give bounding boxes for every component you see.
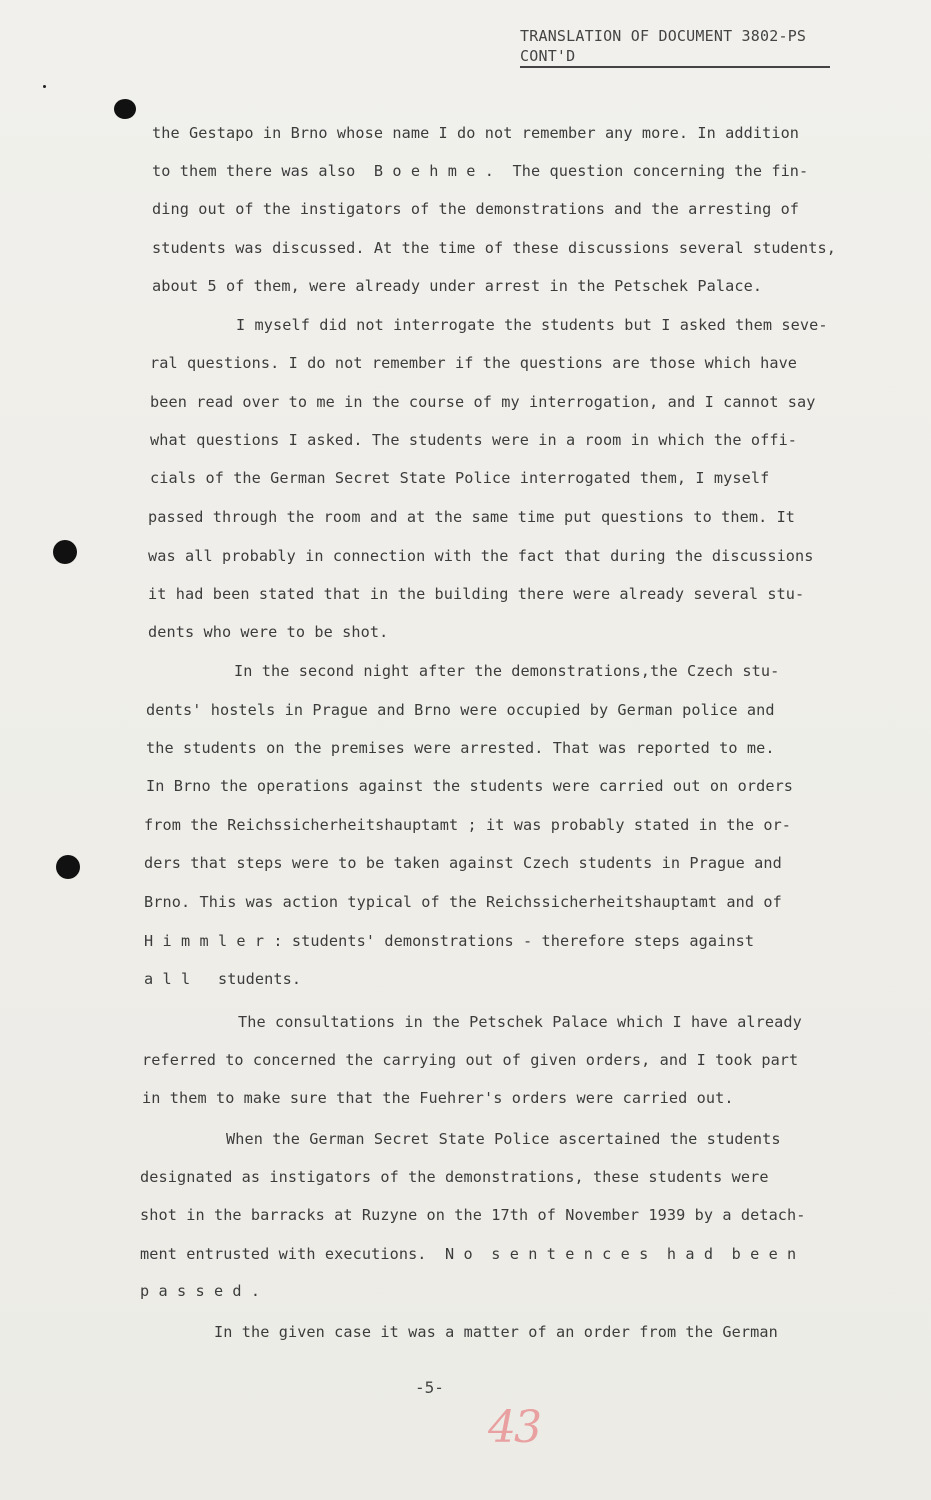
- text-line: students was discussed. At the time of these discussions several students,: [152, 239, 837, 257]
- punch-hole-icon: [114, 99, 136, 119]
- header-underline: [520, 66, 830, 68]
- text-line: to them there was also B o e h m e . The question concerning the fin-: [152, 162, 809, 180]
- ink-speck: [43, 85, 46, 88]
- text-line: In the second night after the demonstrations,the Czech stu-: [234, 662, 780, 680]
- text-line: ding out of the instigators of the demonstrations and the arresting of: [152, 200, 800, 218]
- text-line: what questions I asked. The students were in a room in which the offi-: [150, 431, 798, 449]
- text-line: In Brno the operations against the students were carried out on orders: [146, 777, 794, 795]
- header-title: TRANSLATION OF DOCUMENT 3802-PS: [520, 27, 807, 45]
- text-line: p a s s e d .: [140, 1282, 261, 1300]
- text-line: a l l students.: [144, 970, 302, 988]
- text-line: designated as instigators of the demonstrations, these students were: [140, 1168, 769, 1186]
- text-line: about 5 of them, were already under arrest in the Petschek Palace.: [152, 277, 763, 295]
- text-line: In the given case it was a matter of an order from the German: [214, 1323, 778, 1341]
- text-line: ders that steps were to be taken against Czech students in Prague and: [144, 854, 782, 872]
- document-header: [520, 26, 806, 66]
- text-line: the students on the premises were arrested. That was reported to me.: [146, 739, 775, 757]
- text-line: referred to concerned the carrying out of given orders, and I took part: [142, 1051, 799, 1069]
- text-line: it had been stated that in the building there were already several stu-: [148, 585, 805, 603]
- text-line: ment entrusted with executions. N o s e n t e n c e s h a d b e e n: [140, 1245, 797, 1263]
- punch-hole-icon: [53, 540, 77, 564]
- text-line: The consultations in the Petschek Palace which I have already: [238, 1013, 802, 1031]
- text-line: cials of the German Secret State Police interrogated them, I myself: [150, 469, 770, 487]
- text-line: in them to make sure that the Fuehrer's orders were carried out.: [142, 1089, 734, 1107]
- punch-hole-icon: [56, 855, 80, 879]
- text-line: was all probably in connection with the fact that during the discussions: [148, 547, 814, 565]
- text-line: When the German Secret State Police ascertained the students: [226, 1130, 781, 1148]
- text-line: shot in the barracks at Ruzyne on the 17th of November 1939 by a detach-: [140, 1206, 806, 1224]
- text-line: I myself did not interrogate the students but I asked them seve-: [236, 316, 828, 334]
- handwritten-page-stamp: 43: [488, 1402, 540, 1453]
- text-line: from the Reichssicherheitshauptamt ; it was probably stated in the or-: [144, 816, 792, 834]
- page-number: -5-: [415, 1378, 444, 1397]
- text-line: passed through the room and at the same time put questions to them. It: [148, 508, 796, 526]
- text-line: Brno. This was action typical of the Reichssicherheitshauptamt and of: [144, 893, 782, 911]
- text-line: been read over to me in the course of my interrogation, and I cannot say: [150, 393, 816, 411]
- text-line: dents' hostels in Prague and Brno were occupied by German police and: [146, 701, 775, 719]
- text-line: the Gestapo in Brno whose name I do not remember any more. In addition: [152, 124, 800, 142]
- header-continued: CONT'D: [520, 47, 576, 65]
- text-line: H i m m l e r : students' demonstrations - therefore steps against: [144, 932, 755, 950]
- text-line: ral questions. I do not remember if the questions are those which have: [150, 354, 798, 372]
- text-line: dents who were to be shot.: [148, 623, 389, 641]
